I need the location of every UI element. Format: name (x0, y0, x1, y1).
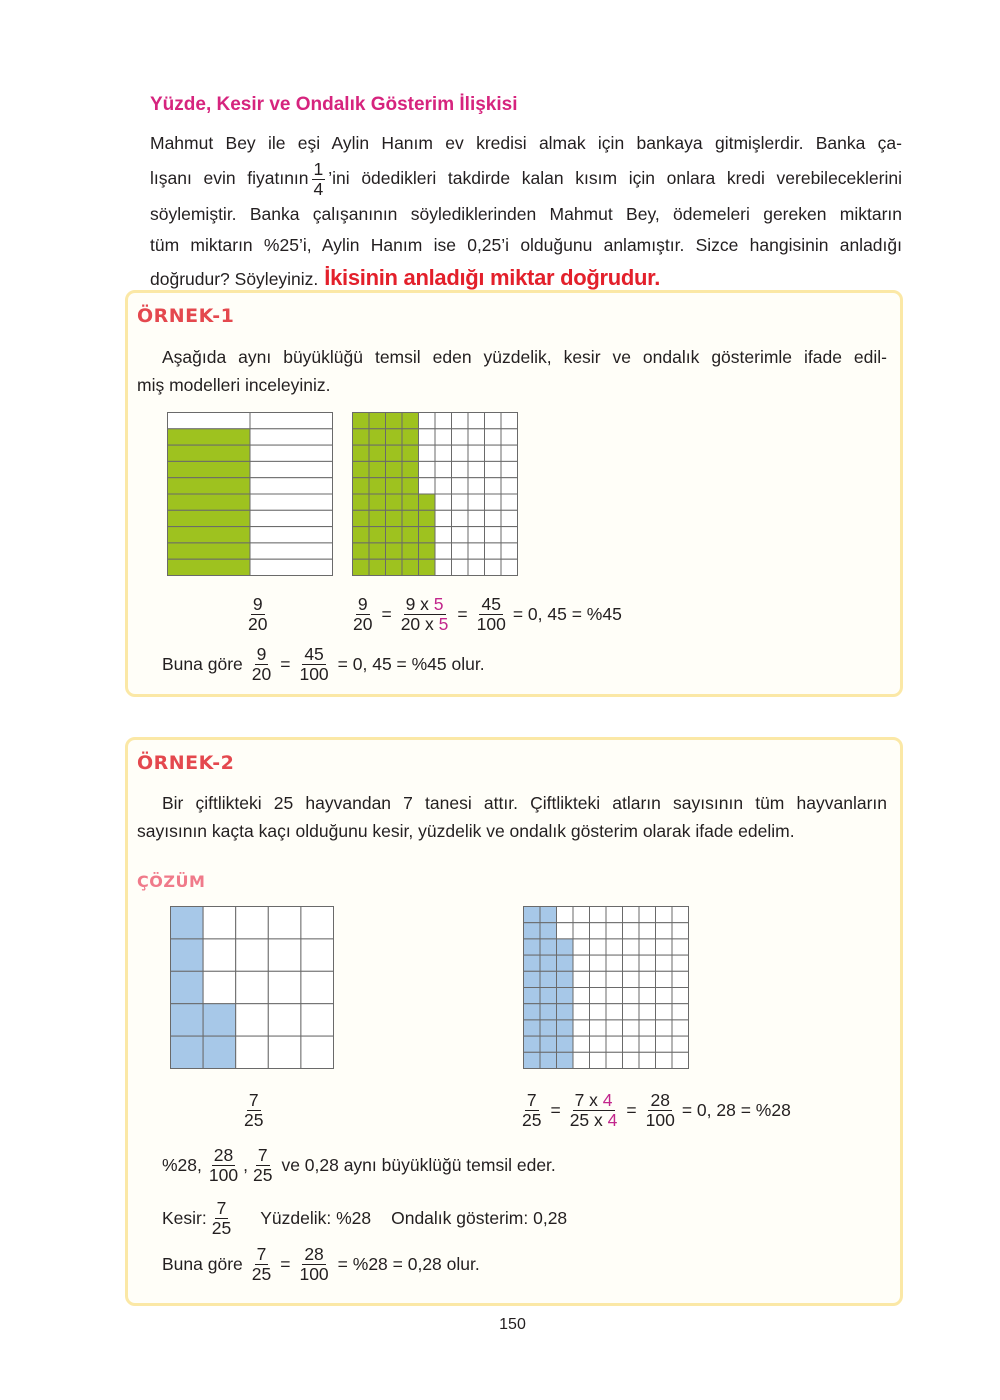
grid-cell (573, 923, 590, 939)
grid-cell-shaded (524, 923, 541, 939)
grid-cell (250, 461, 333, 477)
grid-cell (485, 445, 502, 461)
grid-cell (656, 971, 673, 987)
solution-label: ÇÖZÜM (137, 872, 206, 891)
grid-cell-shaded (557, 1052, 574, 1068)
grid-cell-shaded (168, 527, 251, 543)
example-1-label: ÖRNEK-1 (137, 305, 235, 327)
grid-cell-shaded (386, 510, 403, 526)
grid-cell (606, 955, 623, 971)
grid-cell (672, 988, 689, 1004)
grid-cell (485, 429, 502, 445)
grid-cell (301, 1004, 334, 1036)
grid-cell-shaded (369, 445, 386, 461)
grid-cell (468, 559, 485, 575)
grid-cell (501, 543, 518, 559)
grid-cell (452, 527, 469, 543)
grid-cell (639, 1020, 656, 1036)
grid-cell-shaded (557, 971, 574, 987)
grid-cell (452, 478, 469, 494)
grid-cell (250, 494, 333, 510)
grid-cell (656, 1052, 673, 1068)
grid-cell (452, 543, 469, 559)
grid-cell (672, 939, 689, 955)
grid-cell (639, 939, 656, 955)
grid-cell-shaded (386, 559, 403, 575)
grid-cell-shaded (557, 1004, 574, 1020)
grid-cell (606, 907, 623, 923)
grid-cell (623, 1004, 640, 1020)
intro-paragraph (150, 128, 902, 295)
grid-cell (485, 559, 502, 575)
grid-cell-shaded (168, 461, 251, 477)
grid-cell (639, 1004, 656, 1020)
grid-cell (452, 559, 469, 575)
grid-cell (590, 1036, 607, 1052)
grid-cell (485, 494, 502, 510)
grid-cell-shaded (353, 494, 370, 510)
grid-cell (590, 971, 607, 987)
grid-cell (468, 543, 485, 559)
grid-cell (452, 510, 469, 526)
grid-cell-shaded (386, 429, 403, 445)
grid-cell-shaded (353, 559, 370, 575)
grid-cell (268, 971, 301, 1003)
section-title: Yüzde, Kesir ve Ondalık Gösterim İlişkisi (150, 94, 518, 115)
grid-cell-shaded (524, 1052, 541, 1068)
grid-cell-shaded (419, 559, 436, 575)
grid-cell (590, 1004, 607, 1020)
grid-cell-shaded (203, 1004, 236, 1036)
grid-cell (639, 907, 656, 923)
grid-cell-shaded (402, 494, 419, 510)
grid-cell (573, 1004, 590, 1020)
grid-cell-shaded (386, 478, 403, 494)
grid-cell-shaded (171, 907, 204, 939)
grid-cell (639, 988, 656, 1004)
grid-cell (656, 939, 673, 955)
grid-cell-shaded (557, 1036, 574, 1052)
example-1-equation: $\frac{9}{20}$ = $\frac{9 x 5}{20 x 5}$ = $\frac{45}{100}$ = 0, 45 = %45 (353, 594, 622, 634)
fraction-7-25: $\frac{7}{25}$ (244, 1090, 264, 1130)
example-2-label: ÖRNEK-2 (137, 752, 235, 774)
grid-cell (268, 939, 301, 971)
grid-cell-shaded (369, 461, 386, 477)
grid-cell (573, 988, 590, 1004)
grid-cell (250, 559, 333, 575)
grid-cell (203, 971, 236, 1003)
grid-cell (623, 1052, 640, 1068)
grid-cell (250, 445, 333, 461)
grid-cell (435, 461, 452, 477)
grid-cell (639, 955, 656, 971)
grid-cell (606, 939, 623, 955)
grid-cell (236, 1036, 269, 1068)
grid-cell (468, 445, 485, 461)
grid-cell-shaded (402, 543, 419, 559)
grid-cell-shaded (168, 494, 251, 510)
intro-line-5: doğrudur? Söyleyiniz. İkisinin anladığı miktar doğrudur. (150, 264, 661, 290)
grid-cell (672, 1052, 689, 1068)
grid-cell-shaded (353, 478, 370, 494)
grid-cell (419, 445, 436, 461)
grid-cell-shaded (353, 527, 370, 543)
grid-cell-shaded (168, 510, 251, 526)
grid-cell (250, 527, 333, 543)
grid-cell (468, 413, 485, 429)
grid-cell (639, 923, 656, 939)
grid-cell-shaded (540, 1036, 557, 1052)
grid-cell-shaded (353, 461, 370, 477)
grid-cell (250, 510, 333, 526)
grid-cell-shaded (419, 494, 436, 510)
grid-cell-shaded (524, 1004, 541, 1020)
grid-cell (501, 429, 518, 445)
grid-cell (623, 1020, 640, 1036)
grid-cell-shaded (557, 1020, 574, 1036)
fraction-9-20: $\frac{9}{20}$ (248, 594, 268, 634)
grid-cell (590, 1020, 607, 1036)
grid-cell (672, 1020, 689, 1036)
grid-cell-shaded (353, 429, 370, 445)
grid-cell-shaded (540, 1052, 557, 1068)
grid-cell (590, 939, 607, 955)
grid-cell (639, 1052, 656, 1068)
grid-cell (639, 1036, 656, 1052)
grid-cell (501, 461, 518, 477)
grid-cell (656, 1004, 673, 1020)
grid-cell (623, 939, 640, 955)
grid-cell (468, 510, 485, 526)
grid-cell (250, 413, 333, 429)
grid-cell (557, 907, 574, 923)
grid-cell (672, 907, 689, 923)
grid-cell-shaded (524, 1036, 541, 1052)
grid-cell (501, 510, 518, 526)
grid-cell (606, 1004, 623, 1020)
grid-cell-shaded (524, 939, 541, 955)
grid-cell-shaded (369, 494, 386, 510)
model-28-100 (523, 906, 689, 1069)
example-1-text: Aşağıda aynı büyüklüğü temsil eden yüzdelik, kesir ve ondalık gösterimle ifade edil- miş modelleri inceleyiniz. (137, 347, 887, 395)
model-45-100 (352, 412, 518, 576)
grid-cell-shaded (386, 494, 403, 510)
grid-cell (236, 971, 269, 1003)
representation-forms: Kesir: $\frac{7}{25}$ Yüzdelik: %28 Ondalık gösterim: 0,28 (162, 1198, 568, 1238)
grid-cell (573, 939, 590, 955)
grid-cell (606, 1052, 623, 1068)
grid-cell (435, 510, 452, 526)
grid-cell-shaded (168, 429, 251, 445)
grid-cell-shaded (168, 543, 251, 559)
grid-cell (672, 1036, 689, 1052)
grid-cell (468, 429, 485, 445)
grid-cell-shaded (402, 559, 419, 575)
grid-cell (435, 413, 452, 429)
grid-cell (485, 510, 502, 526)
example-2-text: Bir çiftlikteki 25 hayvandan 7 tanesi attır. Çiftlikteki atların sayısının tüm hayvanların sayısının kaçta kaçı olduğunu kesir, yüzdelik ve ondalık gösterim olarak ifade edelim. (137, 793, 887, 841)
grid-cell (435, 429, 452, 445)
grid-cell (250, 429, 333, 445)
grid-cell (606, 971, 623, 987)
grid-cell (501, 478, 518, 494)
grid-cell (419, 478, 436, 494)
grid-cell-shaded (171, 971, 204, 1003)
grid-cell (301, 971, 334, 1003)
grid-cell (435, 445, 452, 461)
grid-cell-shaded (369, 478, 386, 494)
grid-cell (203, 939, 236, 971)
grid-cell-shaded (171, 1004, 204, 1036)
grid-cell-shaded (369, 413, 386, 429)
grid-cell-shaded (369, 510, 386, 526)
grid-cell-shaded (171, 939, 204, 971)
grid-cell-shaded (171, 1036, 204, 1068)
grid-cell-shaded (369, 527, 386, 543)
grid-cell (590, 988, 607, 1004)
example-1-conclusion: Buna göre $\frac{9}{20}$ = $\frac{45}{100}$ = 0, 45 = %45 olur. (162, 644, 485, 684)
grid-cell (606, 1036, 623, 1052)
grid-cell (419, 413, 436, 429)
grid-cell-shaded (402, 429, 419, 445)
grid-cell-shaded (524, 907, 541, 923)
grid-cell (573, 1052, 590, 1068)
grid-cell (639, 971, 656, 987)
grid-cell-shaded (419, 510, 436, 526)
grid-cell (623, 907, 640, 923)
grid-cell (301, 907, 334, 939)
grid-cell (623, 923, 640, 939)
grid-cell-shaded (369, 429, 386, 445)
grid-cell-shaded (386, 461, 403, 477)
grid-cell (590, 907, 607, 923)
grid-cell-shaded (353, 413, 370, 429)
intro-line-1: Mahmut Bey ile eşi Aylin Hanım ev kredisi almak için bankaya gitmişlerdir. Banka ça- (150, 133, 902, 153)
intro-line-3: söylemiştir. Banka çalışanının söylediklerinden Mahmut Bey, ödemeleri gereken miktarın (150, 203, 902, 224)
grid-cell-shaded (540, 1004, 557, 1020)
grid-cell (468, 527, 485, 543)
grid-cell (656, 923, 673, 939)
grid-cell (468, 461, 485, 477)
grid-cell (268, 907, 301, 939)
grid-cell (250, 478, 333, 494)
grid-cell-shaded (369, 559, 386, 575)
grid-cell-shaded (369, 543, 386, 559)
grid-cell-shaded (524, 1020, 541, 1036)
grid-cell-shaded (540, 971, 557, 987)
grid-cell-shaded (402, 445, 419, 461)
grid-cell-shaded (353, 543, 370, 559)
grid-cell (656, 1036, 673, 1052)
grid-cell-shaded (402, 413, 419, 429)
grid-cell-shaded (540, 923, 557, 939)
grid-cell-shaded (540, 939, 557, 955)
grid-cell (168, 413, 251, 429)
grid-cell (656, 955, 673, 971)
grid-cell (573, 955, 590, 971)
grid-cell-shaded (419, 527, 436, 543)
grid-cell (623, 971, 640, 987)
grid-cell (501, 559, 518, 575)
grid-cell (485, 413, 502, 429)
grid-cell (672, 923, 689, 939)
grid-cell (485, 543, 502, 559)
grid-cell (573, 1036, 590, 1052)
grid-cell (557, 923, 574, 939)
grid-cell-shaded (402, 527, 419, 543)
grid-cell (623, 1036, 640, 1052)
grid-cell (301, 1036, 334, 1068)
grid-cell (236, 1004, 269, 1036)
intro-line-2: lışanı evin fiyatının $\frac{1}{4}$ ’ini ödedikleri takdirde kalan kısım için onlara kredi verebileceklerini (150, 158, 902, 199)
grid-cell (468, 478, 485, 494)
intro-line-4: tüm miktarın %25’i, Aylin Hanım ise 0,25’i olduğunu anlamıştır. Sizce hangisinin anladığı (150, 235, 902, 255)
grid-cell (435, 478, 452, 494)
grid-cell (452, 494, 469, 510)
grid-cell (268, 1036, 301, 1068)
grid-cell (573, 1020, 590, 1036)
grid-cell-shaded (168, 478, 251, 494)
handwritten-answer: İkisinin anladığı miktar doğrudur. (324, 264, 661, 290)
grid-cell (606, 1020, 623, 1036)
grid-cell-shaded (540, 1020, 557, 1036)
grid-cell (672, 971, 689, 987)
grid-cell (590, 955, 607, 971)
grid-cell (452, 413, 469, 429)
grid-cell (268, 1004, 301, 1036)
grid-cell-shaded (386, 445, 403, 461)
grid-cell-shaded (524, 988, 541, 1004)
page-number: 150 (499, 1316, 526, 1333)
grid-cell (623, 988, 640, 1004)
same-value-statement: %28, $\frac{28}{100}$ , $\frac{7}{25}$ ve 0,28 aynı büyüklüğü temsil eder. (162, 1145, 556, 1185)
grid-cell-shaded (168, 559, 251, 575)
grid-cell (452, 429, 469, 445)
grid-cell (672, 955, 689, 971)
grid-cell (573, 907, 590, 923)
grid-cell (435, 527, 452, 543)
grid-cell-shaded (557, 988, 574, 1004)
grid-cell-shaded (353, 445, 370, 461)
grid-cell (485, 478, 502, 494)
grid-cell-shaded (386, 413, 403, 429)
grid-cell (501, 413, 518, 429)
fraction-one-quarter: $\frac{1}{4}$ (313, 158, 324, 199)
grid-cell-shaded (386, 527, 403, 543)
grid-cell (590, 1052, 607, 1068)
grid-cell-shaded (402, 478, 419, 494)
grid-cell (656, 1020, 673, 1036)
grid-cell-shaded (524, 955, 541, 971)
grid-cell (301, 939, 334, 971)
grid-cell-shaded (524, 971, 541, 987)
grid-cell (485, 527, 502, 543)
grid-cell (606, 923, 623, 939)
grid-cell (452, 461, 469, 477)
grid-cell-shaded (168, 445, 251, 461)
example-2-equation: $\frac{7}{25}$ = $\frac{7 x 4}{25 x 4}$ = $\frac{28}{100}$ = 0, 28 = %28 (522, 1090, 791, 1130)
grid-cell (656, 907, 673, 923)
grid-cell (573, 971, 590, 987)
grid-cell-shaded (402, 461, 419, 477)
example-2-conclusion: Buna göre $\frac{7}{25}$ = $\frac{28}{100}$ = %28 = 0,28 olur. (162, 1244, 480, 1284)
grid-cell (250, 543, 333, 559)
grid-cell (468, 494, 485, 510)
model-7-25 (170, 906, 334, 1069)
grid-cell (435, 494, 452, 510)
grid-cell-shaded (402, 510, 419, 526)
grid-cell (485, 461, 502, 477)
grid-cell (452, 445, 469, 461)
grid-cell-shaded (540, 907, 557, 923)
grid-cell (236, 939, 269, 971)
grid-cell-shaded (419, 543, 436, 559)
grid-cell (606, 988, 623, 1004)
grid-cell (672, 1004, 689, 1020)
grid-cell (623, 955, 640, 971)
grid-cell-shaded (557, 939, 574, 955)
grid-cell-shaded (353, 510, 370, 526)
grid-cell (590, 923, 607, 939)
grid-cell (501, 494, 518, 510)
grid-cell (435, 543, 452, 559)
grid-cell-shaded (540, 988, 557, 1004)
grid-cell-shaded (203, 1036, 236, 1068)
model-9-20 (167, 412, 333, 576)
grid-cell (236, 907, 269, 939)
grid-cell (419, 429, 436, 445)
grid-cell (419, 461, 436, 477)
grid-cell-shaded (557, 955, 574, 971)
grid-cell-shaded (540, 955, 557, 971)
grid-cell (435, 559, 452, 575)
grid-cell (656, 988, 673, 1004)
grid-cell (501, 445, 518, 461)
grid-cell-shaded (386, 543, 403, 559)
grid-cell (501, 527, 518, 543)
grid-cell (203, 907, 236, 939)
